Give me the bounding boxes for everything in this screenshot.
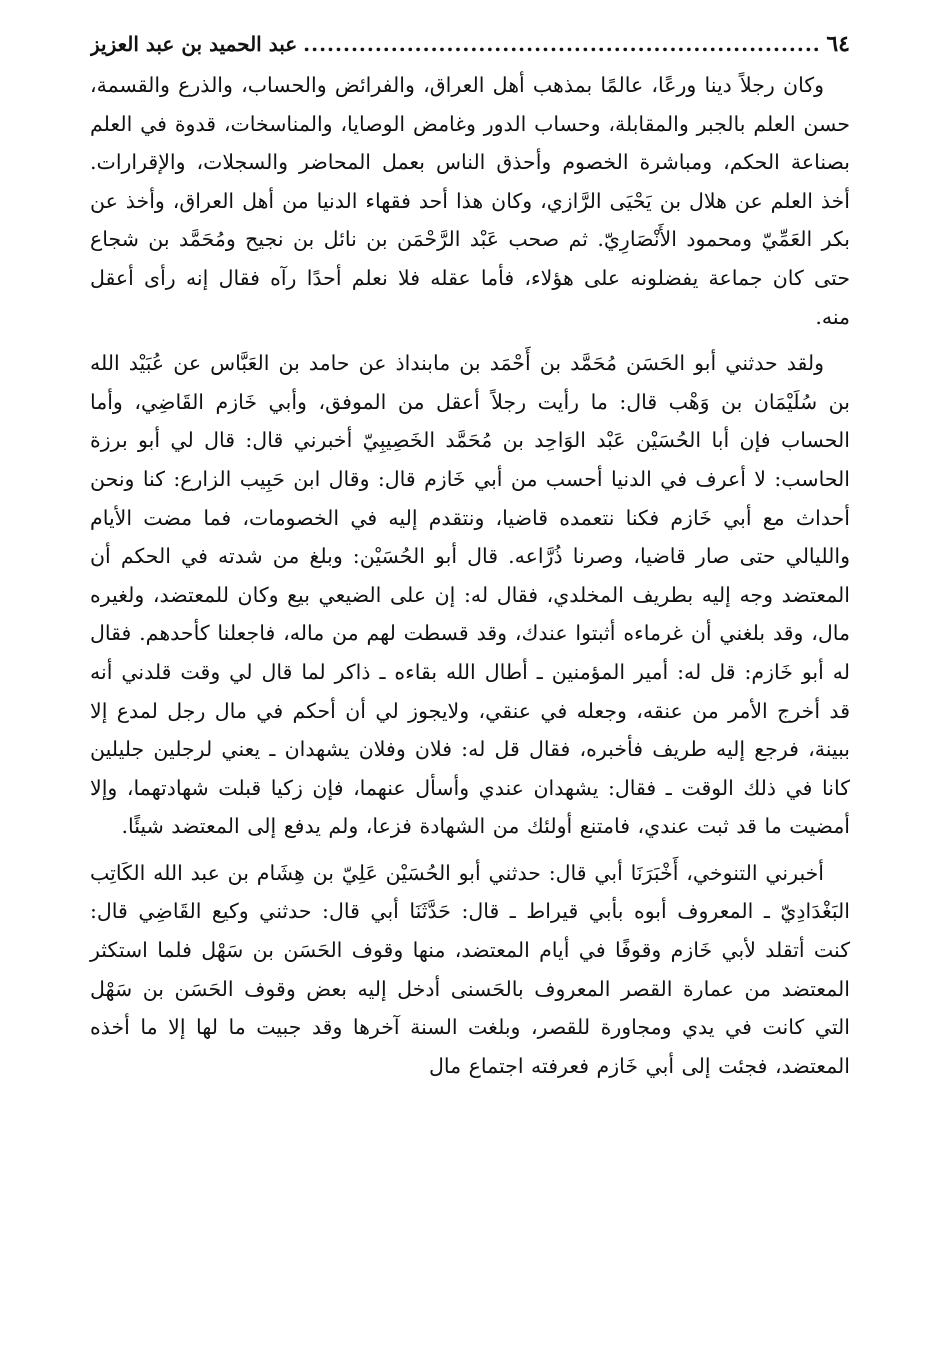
running-title: عبد الحميد بن عبد العزيز xyxy=(90,32,298,56)
paragraph-3: أخبرني التنوخي، أَخْبَرَنَا أبي قال: حدثني أبو الحُسَيْن عَلِيّ بن هِشَام بن عبد الله الكَاتِب البَغْدَادِيّ ـ المعروف أبوه بأبي قيراط ـ قال: حَدَّثَنَا أبي قال: حدثني وكيع القَاضِي قال: كنت أتقلد لأبي خَازم وقوفًا في أيام المعتضد، منها وقوف الحَسَن بن سَهْل فلما استكثر المعتضد من عمارة القصر المعروف بالحَسنى أدخل إليه بعض وقوف الحَسَن بن سَهْل التي كانت في يدي ومجاورة للقصر، وبلغت السنة آخرها وقد جبيت ما لها إلا ما أخذه المعتضد، فجئت إلى أبي خَازم فعرفته اجتماع مال xyxy=(90,860,850,1078)
paragraph-2: ولقد حدثني أبو الحَسَن مُحَمَّد بن أَحْمَد بن مابنداذ عن حامد بن العَبَّاس عن عُبَيْد الله بن سُلَيْمَان بن وَهْب قال: ما رأيت رجلاً أعقل من الموفق، وأبي خَازم القَاضِي، وأما الحساب فإن أبا الحُسَيْن عَبْد الوَاحِد بن مُحَمَّد الخَصِيبِيّ أخبرني قال: قال لي أبو برزة الحاسب: لا أعرف في الدنيا أحسب من أبي خَازم قال: وقال ابن حَبِيب الزارع: كنا ونحن أحداث مع أبي خَازم فكنا نتعمده قاضيا، ونتقدم إليه في الخصومات، فما مضت الأيام والليالي حتى صار قاضيا، وصرنا ذُرَّاعه. قال أبو الحُسَيْن: وبلغ من شدته في الحكم أن المعتضد وجه إليه بطريف المخلدي، فقال له: إن على الضيعي بيع وكان للمعتضد، ولغيره مال، وقد بلغني أن غرماءه أثبتوا عندك، وقد قسطت لهم من ماله، فاجعلنا كأحدهم. فقال له أبو خَازم: قل له: أمير المؤمنين ـ أطال الله بقاءه ـ ذاكر لما قال لي وقت قلدني أنه قد أخرج الأمر من عنقه، وجعله في عنقي، ولايجوز لي أن أحكم في مال رجل لمدع إلا ببينة، فرجع إليه طريف فأخبره، فقال قل له: فلان وفلان يشهدان ـ يعني لرجلين جليلين كانا في ذلك الوقت ـ فقال: يشهدان عندي وأسأل عنهما، فإن زكيا قبلت شهادتهما، وإلا أمضيت ما قد ثبت عندي، فامتنع أولئك من الشهادة فزعا، ولم يدفع إلى المعتضد شيئًا. xyxy=(90,351,850,839)
paragraph-1: وكان رجلاً دينا ورعًا، عالمًا بمذهب أهل العراق، والفرائض والحساب، والذرع والقسمة، حسن العلم بالجبر والمقابلة، وحساب الدور وغامض الوصايا، والمناسخات، قدوة في العلم بصناعة الحكم، ومباشرة الخصوم وأحذق الناس بعمل المحاضر والسجلات، والإقرارات. أخذ العلم عن هلال بن يَحْيَى الرَّازي، وكان هذا أحد فقهاء الدنيا من أهل العراق، وأخذ عن بكر العَمِّيّ ومحمود الأَنْصَارِيّ. ثم صحب عَبْد الرَّحْمَن بن نائل بن نجيح ومُحَمَّد بن شجاع حتى كان جماعة يفضلونه على هؤلاء، فأما عقله فلا نعلم أحدًا رآه فقال إنه رأى أعقل منه. xyxy=(90,73,850,329)
running-header xyxy=(90,24,850,64)
page-number: ٦٤ xyxy=(826,31,850,57)
body-text xyxy=(90,66,850,1085)
book-page xyxy=(90,24,850,1093)
leader-dots xyxy=(303,24,820,64)
